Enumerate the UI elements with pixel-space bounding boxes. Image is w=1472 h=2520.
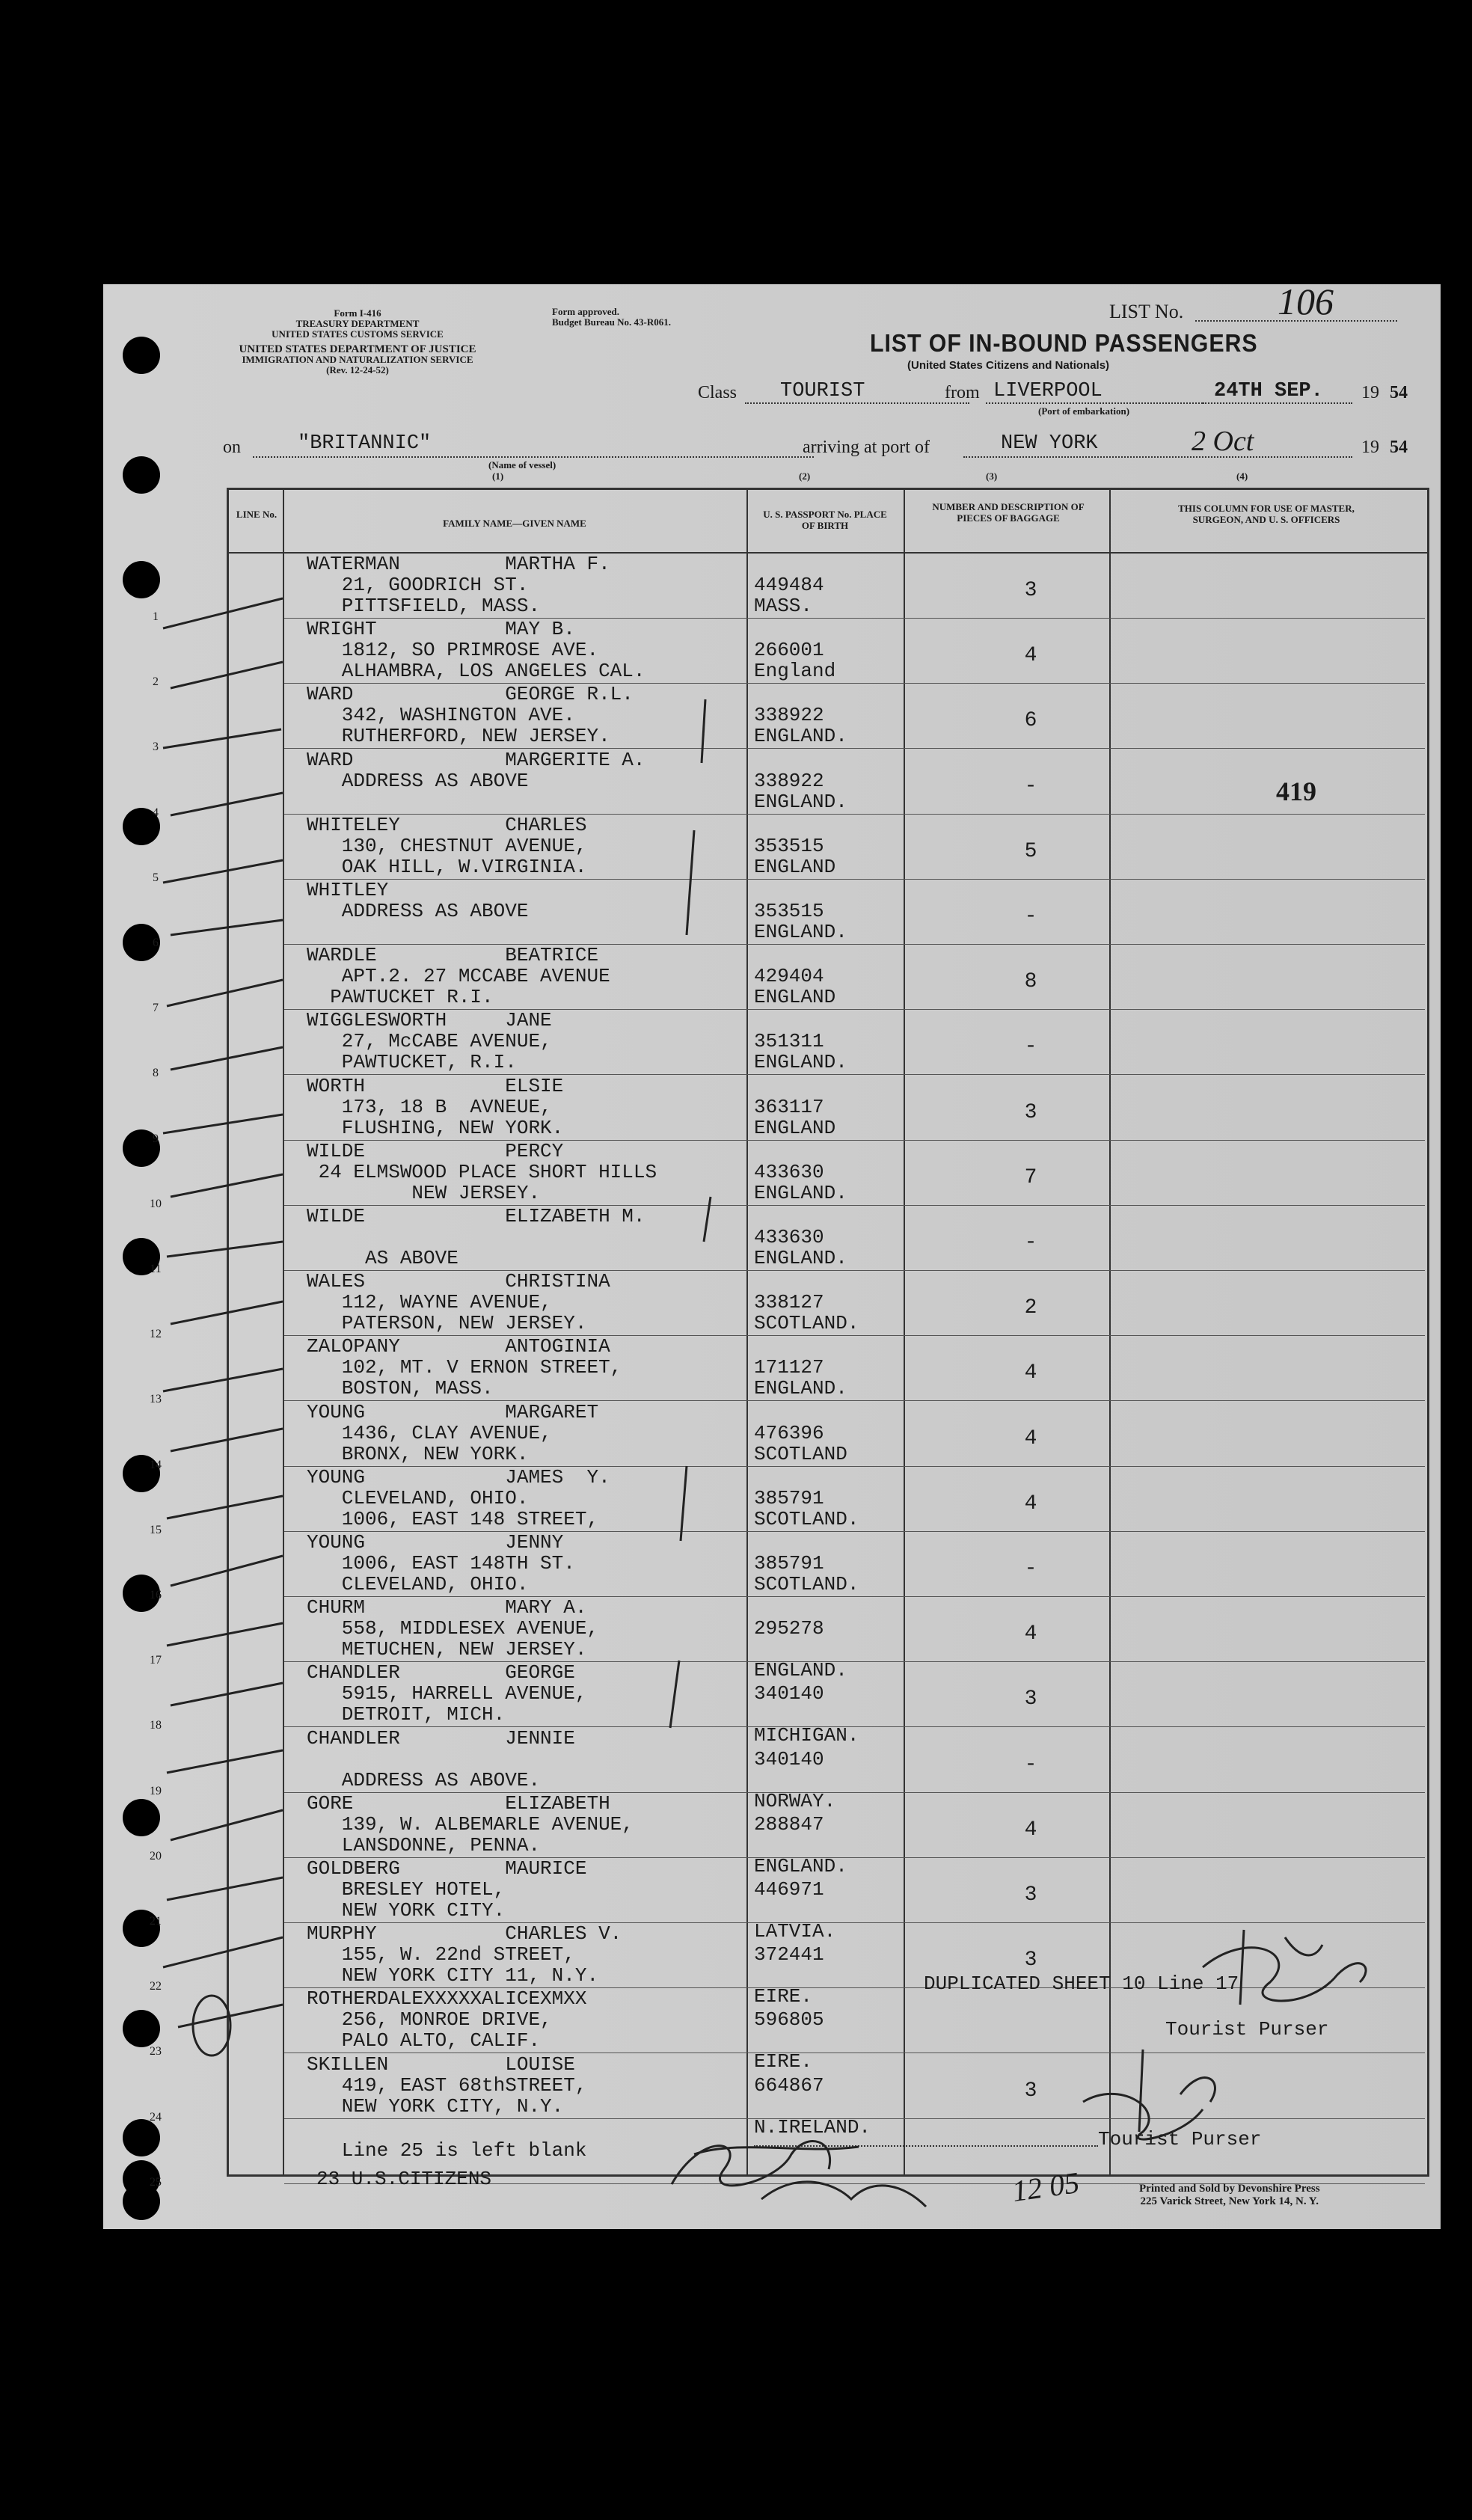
baggage-count: 2	[1024, 1296, 1037, 1320]
col-num-2: (2)	[799, 470, 811, 482]
baggage-count: 3	[1024, 1687, 1037, 1711]
passenger-name-address: WARD MARGERITE A. ADDRESS AS ABOVE	[307, 748, 645, 792]
passport-birthplace: 288847 ENGLAND.	[754, 1812, 847, 1877]
baggage-count: 6	[1024, 709, 1037, 733]
line-number: 2	[153, 675, 159, 689]
passport-birthplace: 385791 SCOTLAND.	[754, 1486, 859, 1530]
baggage-count: 8	[1024, 970, 1037, 994]
passenger-name-address: Line 25 is left blank	[341, 2139, 587, 2162]
col-header-line: LINE No.	[236, 509, 277, 520]
passenger-name-address: WARD GEORGE R.L. 342, WASHINGTON AVE. RUTHERFORD, NEW JERSEY.	[307, 683, 634, 748]
arrival-port: NEW YORK	[1001, 432, 1098, 455]
passport-birthplace: 429404 ENGLAND	[754, 965, 836, 1009]
baggage-count: 4	[1024, 644, 1037, 668]
baggage-count: -	[1024, 774, 1037, 798]
manifest-page	[103, 280, 1441, 2229]
line-number: 21	[150, 1915, 162, 1928]
passport-birthplace: 171127 ENGLAND.	[754, 1356, 847, 1400]
passenger-name-address: MURPHY CHARLES V. 155, W. 22nd STREET, NEW YORK CITY 11, N.Y.	[307, 1922, 622, 1987]
baggage-count: 4	[1024, 1818, 1037, 1842]
line-number: 25	[150, 2175, 162, 2189]
col-num-1: (1)	[492, 470, 504, 482]
col-header-officers: THIS COLUMN FOR USE OF MASTER, SURGEON, AND U. S. OFFICERS	[1178, 503, 1355, 525]
line-number: 14	[150, 1458, 162, 1471]
handwritten-marks	[103, 284, 1441, 2229]
baggage-count: 3	[1024, 579, 1037, 602]
passenger-name-address: WATERMAN MARTHA F. 21, GOODRICH ST. PITTSFIELD, MASS.	[307, 553, 610, 617]
baggage-count: 5	[1024, 839, 1037, 863]
passenger-name-address: WARDLE BEATRICE APT.2. 27 MCCABE AVENUE PAWTUCKET R.I.	[307, 944, 610, 1009]
page-title: LIST OF IN-BOUND PASSENGERS	[870, 329, 1258, 357]
page-subtitle: (United States Citizens and Nationals)	[907, 359, 1110, 372]
passenger-name-address: WORTH ELSIE 173, 18 B AVNEUE, FLUSHING, NEW YORK.	[307, 1074, 564, 1139]
line-number: 5	[153, 871, 159, 884]
annotation-419: 419	[1276, 776, 1316, 806]
col-num-3: (3)	[986, 470, 998, 482]
line-number: 8	[153, 1067, 159, 1080]
baggage-count: -	[1024, 1035, 1037, 1059]
agency-info: UNITED STATES DEPARTMENT OF JUSTICE IMMIGRATION AND NATURALIZATION SERVICE (Rev. 12-24-52)	[239, 343, 476, 375]
line-number: 13	[150, 1393, 162, 1406]
passenger-name-address: YOUNG MARGARET 1436, CLAY AVENUE, BRONX, NEW YORK.	[307, 1400, 599, 1465]
baggage-count: -	[1024, 905, 1037, 928]
line-number: 24	[150, 2110, 162, 2124]
baggage-count: -	[1024, 1557, 1037, 1581]
line-number: 15	[150, 1523, 162, 1536]
passenger-name-address: CHANDLER JENNIE ADDRESS AS ABOVE.	[307, 1726, 575, 1791]
passport-birthplace: 266001 England	[754, 639, 836, 683]
embark-caption: (Port of embarkation)	[1038, 405, 1130, 417]
line-number: 1	[153, 610, 159, 623]
depart-date: 24TH SEP.	[1214, 380, 1323, 402]
col-header-name: FAMILY NAME—GIVEN NAME	[443, 518, 586, 529]
vessel-name: "BRITANNIC"	[298, 432, 432, 455]
col-header-passport: U. S. PASSPORT No. PLACE OF BIRTH	[763, 509, 887, 531]
baggage-count: 4	[1024, 1622, 1037, 1646]
arriving-label: arriving at port of	[803, 438, 930, 457]
col-header-baggage: NUMBER AND DESCRIPTION OF PIECES OF BAGGAGE	[932, 501, 1085, 524]
from-label: from	[945, 383, 980, 402]
duplicated-note: DUPLICATED SHEET 10 Line 17	[924, 1972, 1239, 1995]
depart-year-prefix: 19	[1361, 383, 1379, 402]
passenger-name-address: GORE ELIZABETH 139, W. ALBEMARLE AVENUE, LANSDONNE, PENNA.	[307, 1791, 634, 1857]
passenger-name-address: WIGGLESWORTH JANE 27, McCABE AVENUE, PAWTUCKET, R.I.	[307, 1009, 552, 1074]
passenger-name-address: WILDE ELIZABETH M. AS ABOVE	[307, 1205, 645, 1269]
line-number: 4	[153, 806, 159, 819]
passenger-name-address: WHITLEY ADDRESS AS ABOVE	[307, 879, 529, 922]
passport-birthplace: 372441 EIRE.	[754, 1943, 824, 2008]
baggage-count: 4	[1024, 1426, 1037, 1450]
citizens-total: 23 U.S.CITIZENS	[316, 2168, 492, 2190]
depart-year: 54	[1390, 383, 1408, 402]
passport-birthplace: 596805 EIRE.	[754, 2008, 824, 2073]
passenger-name-address: ZALOPANY ANTOGINIA 102, MT. V ERNON STREET, BOSTON, MASS.	[307, 1335, 622, 1400]
passport-birthplace: 353515 ENGLAND	[754, 834, 836, 878]
arrival-year-prefix: 19	[1361, 438, 1379, 457]
passenger-name-address: YOUNG JAMES Y. CLEVELAND, OHIO. 1006, EAST 148 STREET,	[307, 1465, 610, 1530]
tourist-purser-2: Tourist Purser	[1098, 2128, 1262, 2150]
passenger-name-address: YOUNG JENNY 1006, EAST 148TH ST. CLEVELAND, OHIO.	[307, 1531, 575, 1595]
approval-note: Form approved. Budget Bureau No. 43-R061.	[552, 306, 672, 328]
baggage-count: 4	[1024, 1361, 1037, 1385]
passenger-name-address: WHITELEY CHARLES 130, CHESTNUT AVENUE, OAK HILL, W.VIRGINIA.	[307, 813, 587, 878]
baggage-count: 3	[1024, 1949, 1037, 1972]
class-value: TOURIST	[780, 380, 865, 402]
line-number: 20	[150, 1849, 162, 1863]
passport-birthplace: 385791 SCOTLAND.	[754, 1552, 859, 1595]
passenger-name-address: WILDE PERCY 24 ELMSWOOD PLACE SHORT HILLS NEW JERSEY.	[307, 1139, 657, 1204]
line-number: 18	[150, 1719, 162, 1732]
passport-birthplace: 338922 ENGLAND.	[754, 704, 847, 748]
line-number: 10	[150, 1197, 162, 1210]
line-number: 11	[150, 1263, 162, 1275]
baggage-count: -	[1024, 1231, 1037, 1254]
line-number: 12	[150, 1328, 162, 1341]
passport-birthplace: 353515 ENGLAND.	[754, 900, 847, 943]
baggage-count: 3	[1024, 2079, 1037, 2103]
baggage-count: 3	[1024, 1100, 1037, 1124]
passport-birthplace: 363117 ENGLAND	[754, 1095, 836, 1139]
arrival-date: 2 Oct	[1192, 426, 1254, 457]
line-number: 16	[150, 1589, 162, 1601]
line-number: 19	[150, 1784, 162, 1797]
passport-birthplace: 338127 SCOTLAND.	[754, 1291, 859, 1335]
baggage-count: 3	[1024, 1883, 1037, 1907]
passport-birthplace: 340140 NORWAY.	[754, 1747, 836, 1812]
col-num-4: (4)	[1236, 470, 1248, 482]
passport-birthplace: 338922 ENGLAND.	[754, 769, 847, 813]
passport-birthplace: 476396 SCOTLAND	[754, 1421, 847, 1465]
line-number: 9	[153, 1132, 159, 1145]
list-number: 106	[1278, 280, 1334, 322]
printer-info: Printed and Sold by Devonshire Press 225 Varick Street, New York 14, N. Y.	[1139, 2183, 1320, 2207]
arrival-year: 54	[1390, 438, 1408, 457]
passenger-name-address: CHURM MARY A. 558, MIDDLESEX AVENUE, METUCHEN, NEW JERSEY.	[307, 1596, 599, 1661]
passenger-name-address: ROTHERDALEXXXXXALICEXMXX 256, MONROE DRIVE, PALO ALTO, CALIF.	[307, 1987, 587, 2053]
on-label: on	[223, 438, 241, 457]
passenger-name-address: WRIGHT MAY B. 1812, SO PRIMROSE AVE. ALHAMBRA, LOS ANGELES CAL.	[307, 618, 645, 683]
passenger-name-address: CHANDLER GEORGE 5915, HARRELL AVENUE, DETROIT, MICH.	[307, 1661, 587, 1726]
list-no-label: LIST No.	[1109, 301, 1184, 322]
line-number: 17	[150, 1654, 162, 1667]
from-value: LIVERPOOL	[993, 380, 1103, 402]
passport-birthplace: 449484 MASS.	[754, 574, 824, 617]
passport-birthplace: 340140 MICHIGAN.	[754, 1682, 859, 1747]
baggage-count: 4	[1024, 1492, 1037, 1515]
passport-birthplace: 664867 N.IRELAND.	[754, 2073, 871, 2139]
line-number: 7	[153, 1002, 159, 1015]
passport-birthplace: 433630 ENGLAND.	[754, 1226, 847, 1269]
passport-birthplace: 295278 ENGLAND.	[754, 1617, 847, 1682]
passport-birthplace: 351311 ENGLAND.	[754, 1030, 847, 1074]
passenger-name-address: WALES CHRISTINA 112, WAYNE AVENUE, PATERSON, NEW JERSEY.	[307, 1270, 610, 1335]
passenger-name-address: GOLDBERG MAURICE BRESLEY HOTEL, NEW YORK CITY.	[307, 1857, 587, 1922]
line-number: 22	[150, 1980, 162, 1993]
passport-birthplace: 446971 LATVIA.	[754, 1878, 836, 1943]
class-label: Class	[698, 383, 737, 402]
vessel-caption: (Name of vessel)	[488, 459, 556, 470]
line-number: 23	[150, 2045, 162, 2058]
passport-birthplace: 433630 ENGLAND.	[754, 1160, 847, 1204]
baggage-count: 7	[1024, 1165, 1037, 1189]
passenger-name-address: SKILLEN LOUISE 419, EAST 68thSTREET, NEW YORK CITY, N.Y.	[307, 2053, 587, 2118]
form-info: Form I-416 TREASURY DEPARTMENT UNITED STATES CUSTOMS SERVICE	[272, 307, 444, 340]
line-number: 6	[153, 936, 159, 949]
line-number: 3	[153, 741, 159, 754]
baggage-count: -	[1024, 1753, 1037, 1776]
tourist-purser-1: Tourist Purser	[1165, 2018, 1329, 2041]
inspector-mark: 12 05	[1010, 2165, 1082, 2209]
